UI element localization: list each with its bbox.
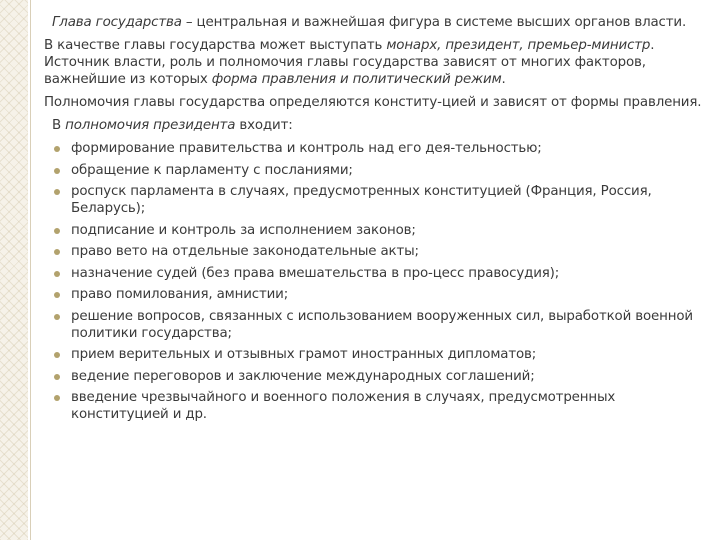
text-span: входит: [235,118,293,133]
list-item [44,265,704,282]
list-item [44,183,704,217]
list-item [44,308,704,342]
list-item-text: формирование правительства и контроль над его дея-тельностью; [71,141,542,156]
bullet-icon [54,292,60,298]
emphasis-span: монарх, президент, премьер-министр [386,38,651,53]
bullet-icon [54,189,60,195]
list-item-text: прием верительных и отзывных грамот иностранных дипломатов; [71,347,537,362]
emphasis-span: полномочия президента [65,118,236,133]
text-span: . Источник власти, роль и полномочия главы государства зависят от многих факторов, важнейшие из которых [44,38,655,87]
bullet-icon [54,395,60,401]
list-item [44,389,704,423]
decorative-divider [30,0,31,540]
definition-term: Глава государства [52,15,182,30]
definition-text: – центральная и важнейшая фигура в системе высших органов власти. [181,15,687,30]
powers-intro [44,117,704,134]
bullet-icon [54,271,60,277]
list-item-text: роспуск парламента в случаях, предусмотренных конституцией (Франция, Россия, Беларусь); [71,184,652,216]
text-span: В [52,118,66,133]
definition-paragraph [44,14,704,31]
bullet-icon [54,228,60,234]
text-span: В качестве главы государства может выступать [44,38,387,53]
head-of-state-paragraph [44,37,704,88]
decorative-side-panel [0,0,28,540]
list-item [44,140,704,157]
bullet-icon [54,352,60,358]
list-item-text: обращение к парламенту с посланиями; [71,162,353,178]
list-item-text: решение вопросов, связанных с использованием вооруженных сил, выработкой военной политики государства; [71,308,693,341]
list-item [44,222,704,239]
powers-list [44,140,704,423]
constitution-paragraph: Полномочия главы государства определяются конститу-цией и зависят от формы правления. [44,95,702,110]
slide-content [44,14,704,428]
list-item [44,162,704,179]
list-item-text: введение чрезвычайного и военного положения в случаях, предусмотренных конституцией и др. [71,390,616,422]
list-item [44,243,704,260]
list-item-text: ведение переговоров и заключение международных соглашений; [71,368,535,384]
bullet-icon [54,168,60,174]
text-span: . [501,72,506,87]
list-item-text: право вето на отдельные законодательные акты; [71,244,419,259]
emphasis-span: форма правления и политический режим [211,72,502,87]
list-item-text: право помилования, амнистии; [71,287,289,302]
list-item-text: назначение судей (без права вмешательства в про-цесс правосудия); [71,265,560,281]
list-item [44,368,704,385]
bullet-icon [54,249,60,255]
list-item-text: подписание и контроль за исполнением законов; [71,222,416,238]
list-item [44,286,704,303]
list-item [44,346,704,363]
bullet-icon [54,374,60,380]
bullet-icon [54,314,60,320]
bullet-icon [54,146,60,152]
